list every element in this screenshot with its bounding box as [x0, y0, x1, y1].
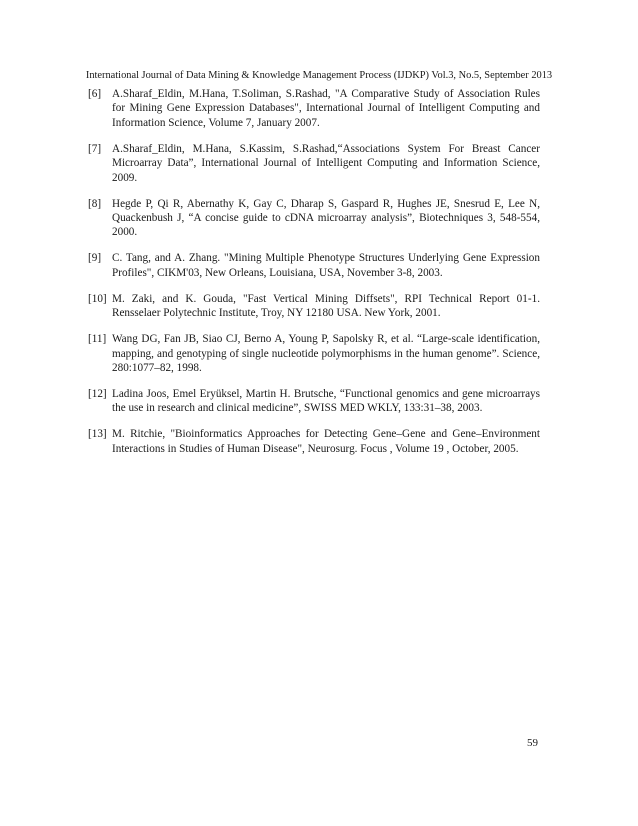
reference-text: Ladina Joos, Emel Eryüksel, Martin H. Brutsche, “Functional genomics and gene microarrays the use in research and clinical medicine”, SWISS MED WKLY, 133:31–38, 2003. [112, 388, 540, 415]
page-number: 59 [527, 737, 538, 749]
reference-item [88, 251, 540, 280]
reference-item [88, 197, 540, 240]
reference-number: [11] [88, 333, 107, 346]
reference-text: Wang DG, Fan JB, Siao CJ, Berno A, Young P, Sapolsky R, et al. “Large-scale identification, mapping, and genotyping of single nucleotide polymorphisms in the human genome”. Science, 280:1077–82, 1998. [112, 333, 540, 375]
reference-item [88, 427, 540, 456]
reference-item [88, 142, 540, 185]
reference-text: Hegde P, Qi R, Abernathy K, Gay C, Dharap S, Gaspard R, Hughes JE, Snesrud E, Lee N, Quackenbush J, “A concise guide to cDNA microarray analysis”, Biotechniques 3, 548-554, 2000. [112, 197, 540, 239]
reference-text: M. Zaki, and K. Gouda, "Fast Vertical Mining Diffsets", RPI Technical Report 01-1. Rensselaer Polytechnic Institute, Troy, NY 12180 USA. New York, 2001. [112, 292, 540, 320]
reference-number: [6] [88, 88, 102, 100]
reference-list [88, 87, 540, 468]
reference-number: [13] [88, 428, 107, 441]
reference-number: [12] [88, 388, 107, 401]
reference-number: [8] [88, 197, 102, 210]
running-header: International Journal of Data Mining & Knowledge Management Process (IJDKP) Vol.3, No.5, September 2013 [85, 70, 553, 81]
reference-text: M. Ritchie, "Bioinformatics Approaches for Detecting Gene–Gene and Gene–Environment Interactions in Studies of Human Disease", Neurosurg. Focus , Volume 19 , October, 2005. [112, 428, 540, 455]
reference-text: A.Sharaf_Eldin, M.Hana, T.Soliman, S.Rashad, "A Comparative Study of Association Rules for Mining Gene Expression Databases", International Journal of Intelligent Computing and Information Science, Volume 7, January 2007. [112, 88, 540, 129]
reference-text: A.Sharaf_Eldin, M.Hana, S.Kassim, S.Rashad,“Associations System For Breast Cancer Microarray Data”, International Journal of Intelligent Computing and Information Science, 2009. [112, 142, 540, 184]
reference-number: [10] [88, 292, 107, 305]
reference-item [88, 87, 540, 130]
reference-item [88, 292, 540, 321]
reference-item [88, 332, 540, 375]
reference-text: C. Tang, and A. Zhang. "Mining Multiple Phenotype Structures Underlying Gene Expression Profiles", CIKM'03, New Orleans, Louisiana, USA, November 3-8, 2003. [112, 252, 540, 279]
reference-number: [7] [88, 142, 102, 155]
reference-item [88, 387, 540, 416]
reference-number: [9] [88, 252, 102, 265]
